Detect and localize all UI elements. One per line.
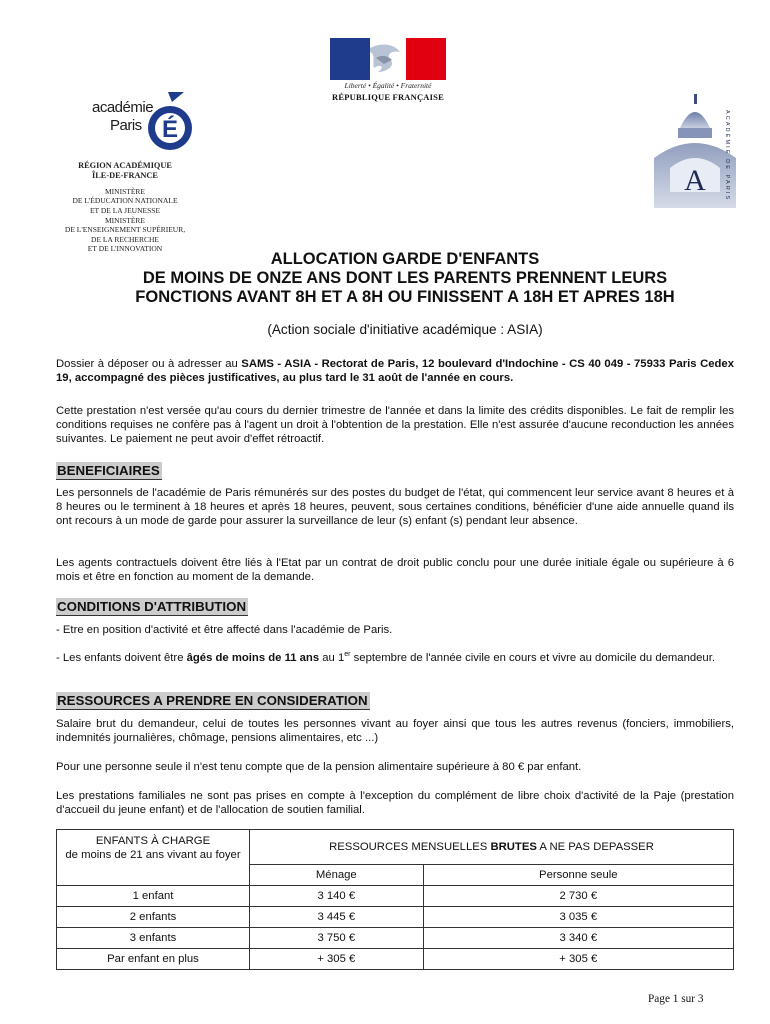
menage-header: Ménage <box>250 864 424 885</box>
ministry-line: DE L'ENSEIGNEMENT SUPÉRIEUR, <box>64 225 186 235</box>
group-header-bold: BRUTES <box>490 840 537 853</box>
academie-e-icon <box>148 92 198 154</box>
conditions-age-limit: âgés de moins de 11 ans <box>186 651 320 664</box>
row-seule: 3 035 € <box>423 907 733 928</box>
conditions-sup: er <box>344 651 351 658</box>
intro-address <box>56 357 734 385</box>
region-academique <box>40 161 210 181</box>
row-seule: + 305 € <box>423 949 733 970</box>
ressources-table <box>56 829 734 970</box>
table-row <box>57 949 734 970</box>
marianne-flag-icon <box>330 38 446 80</box>
beneficiaires-paragraph-2: Les agents contractuels doivent être liés à l'Etat par un contrat de droit public conclu pour une durée initiale égale ou supérieure à 6 mois et être en fonction au moment de la demande. <box>56 557 734 583</box>
table-row <box>57 886 734 907</box>
ressources-heading: RESSOURCES A PRENDRE EN CONSIDERATION <box>57 693 368 708</box>
intro-body: Cette prestation n'est versée qu'au cours du dernier trimestre de l'année et dans la limite des crédits disponibles. Le fait de remplir les conditions requises ne confère pas à l'agent un droit à l'obtention de la prestation. Elle n'est assurée d'aucune reconduction les années suivantes. Le paiement ne peut avoir d'effet rétroactif. <box>56 405 734 445</box>
ministry-line: DE L'ÉDUCATION NATIONALE <box>72 196 178 206</box>
region-line: ÎLE-DE-FRANCE <box>92 171 158 180</box>
ministry-line: ET DE L'INNOVATION <box>87 244 163 254</box>
republic-name: RÉPUBLIQUE FRANÇAISE <box>332 92 444 102</box>
page-number: Page 1 sur 3 <box>648 993 704 1005</box>
ministere-enseignement <box>40 216 210 254</box>
conditions-item-1: - Etre en position d'activité et être affecté dans l'académie de Paris. <box>56 624 393 636</box>
document-title <box>40 250 770 307</box>
svg-text:É: É <box>161 116 179 143</box>
republic-motto: Liberté • Égalité • Fraternité <box>344 81 432 90</box>
row-label: 3 enfants <box>57 928 250 949</box>
emblem-vertical-text: ACADÉMIE DE PARIS <box>724 110 730 202</box>
ressources-group-header <box>250 830 734 865</box>
personne-seule-header: Personne seule <box>423 864 733 885</box>
title-line-2: DE MOINS DE ONZE ANS DONT LES PARENTS PRENNENT LEURS <box>142 269 668 287</box>
conditions-item-2 <box>56 648 734 665</box>
table-row <box>57 907 734 928</box>
ressources-paragraph-3: Les prestations familiales ne sont pas prises en compte à l'exception du complément de libre choix d'activité de la Paje (prestation d'accueil du jeune enfant) et de l'allocation de soutien familial. <box>56 790 734 816</box>
row-menage: 3 445 € <box>250 907 424 928</box>
row-seule: 2 730 € <box>423 886 733 907</box>
row-label: 2 enfants <box>57 907 250 928</box>
row-menage: 3 140 € <box>250 886 424 907</box>
ressources-paragraph-1: Salaire brut du demandeur, celui de toutes les personnes vivant au foyer ainsi que tous les autres revenus (fonciers, immobiliers, indemnités journalières, chômage, pensions alimentaires, etc ...) <box>56 718 734 744</box>
ministry-line: ET DE LA JEUNESSE <box>89 205 161 215</box>
title-line-1: ALLOCATION GARDE D'ENFANTS <box>270 250 540 268</box>
ministry-line: DE LA RECHERCHE <box>91 234 159 244</box>
table-row <box>57 928 734 949</box>
document-subtitle: (Action sociale d'initiative académique : ASIA) <box>267 322 543 337</box>
conditions-item-2-prefix: - Les enfants doivent être <box>56 651 187 664</box>
row-label: 1 enfant <box>57 886 250 907</box>
conditions-item-2-mid: au 1 <box>319 651 345 664</box>
conditions-item-2-suffix: septembre de l'année civile en cours et vivre au domicile du demandeur. <box>350 651 715 664</box>
enfants-header-line-2: de moins de 21 ans vivant au foyer <box>65 849 241 861</box>
beneficiaires-heading: BENEFICIAIRES <box>57 463 160 478</box>
intro-prefix: Dossier à déposer ou à adresser au <box>56 358 242 370</box>
ministere-education <box>40 187 210 215</box>
ressources-paragraph-2: Pour une personne seule il n'est tenu compte que de la pension alimentaire supérieure à 80 € par enfant. <box>56 761 582 773</box>
row-seule: 3 340 € <box>423 928 733 949</box>
academie-paris-logo <box>92 92 200 156</box>
group-header-suffix: A NE PAS DEPASSER <box>536 840 654 853</box>
conditions-heading: CONDITIONS D'ATTRIBUTION <box>57 599 247 614</box>
row-label: Par enfant en plus <box>57 949 250 970</box>
ministry-line: MINISTÈRE <box>105 216 145 225</box>
row-menage: 3 750 € <box>250 928 424 949</box>
group-header-prefix: RESSOURCES MENSUELLES <box>329 840 491 853</box>
academie-word: académie <box>92 99 154 116</box>
table-header-row <box>57 830 734 865</box>
title-line-3: FONCTIONS AVANT 8H ET A 8H OU FINISSENT A 18H ET APRES 18H <box>135 288 675 306</box>
ministry-line: MINISTÈRE <box>105 187 145 196</box>
enfants-header-line-1: ENFANTS À CHARGE <box>95 835 211 847</box>
paris-word: Paris <box>110 117 142 134</box>
svg-text:A: A <box>684 164 706 197</box>
region-line: RÉGION ACADÉMIQUE <box>78 161 172 170</box>
beneficiaires-paragraph-1: Les personnels de l'académie de Paris rémunérés sur des postes du budget de l'état, qui commencent leur service avant 8 heures et à 8 heures ou le terminent à 18 heures et après 18 heures, peuvent, sous certaines conditions, bénéficier d'une aide annuelle quand ils ont recours à un mode de garde pour assurer la surveillance de leur (s) enfant (s) pendant leur absence. <box>56 487 734 527</box>
enfants-header-cell <box>57 830 250 886</box>
row-menage: + 305 € <box>250 949 424 970</box>
intro-address-bold: SAMS - ASIA - Rectorat de Paris, 12 boulevard d'Indochine - CS 40 049 - 75933 Paris Cedex 19, accompagné des pièces justificatives, au plus tard le 31 août de l'année en cours. <box>56 358 734 384</box>
